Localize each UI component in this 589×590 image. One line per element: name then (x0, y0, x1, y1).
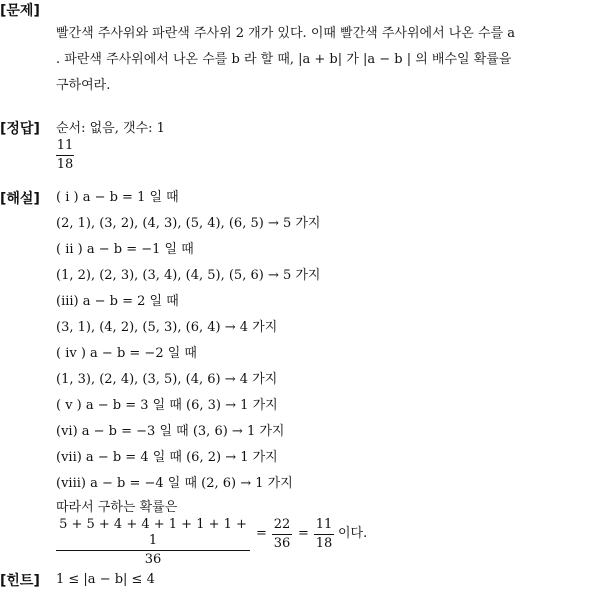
final-denominator: 36 (144, 552, 162, 567)
hint-text: 1 ≤ |a − b| ≤ 4 (56, 572, 155, 587)
result-denominator: 18 (315, 536, 333, 551)
solution-line: (vi) a − b = −3 일 때 (3, 6) → 1 가지 (56, 424, 285, 439)
solution-line: ( ii ) a − b = −1 일 때 (56, 242, 194, 257)
solution-line: (2, 1), (3, 2), (4, 3), (5, 4), (6, 5) → 5 가지 (56, 216, 321, 231)
answer-tag: [정답] (0, 121, 40, 137)
solution-line: ( v ) a − b = 3 일 때 (6, 3) → 1 가지 (56, 398, 278, 413)
solution-line: (vii) a − b = 4 일 때 (6, 2) → 1 가지 (56, 450, 278, 465)
middle-fraction (272, 517, 292, 552)
answer-fraction (56, 138, 74, 173)
solution-line: (viii) a − b = −4 일 때 (2, 6) → 1 가지 (56, 476, 293, 491)
middle-denominator: 36 (273, 536, 291, 551)
result-fraction (314, 517, 334, 552)
solution-line: 따라서 구하는 확률은 (56, 500, 178, 515)
fraction-bar (314, 534, 334, 535)
problem-line-2: . 파란색 주사위에서 나온 수를 b 라 할 때, |a + b| 가 |a − b | 의 배수일 확률을 (56, 52, 512, 67)
solution-line: ( iv ) a − b = −2 일 때 (56, 346, 197, 361)
final-numerator: 5 + 5 + 4 + 4 + 1 + 1 + 1 + 1 (59, 517, 247, 548)
problem-tag: [문제] (0, 3, 40, 19)
equals-sign: = (298, 526, 309, 541)
problem-line-1: 빨간색 주사위와 파란색 주사위 2 개가 있다. 이때 빨간색 주사위에서 나온 수를 a (56, 26, 516, 41)
solution-line: (1, 2), (2, 3), (3, 4), (4, 5), (5, 6) → 5 가지 (56, 268, 321, 283)
hint-tag: [힌트] (0, 573, 40, 589)
result-numerator: 11 (315, 517, 333, 532)
answer-meta: 순서: 없음, 갯수: 1 (56, 121, 165, 136)
answer-denominator: 18 (56, 157, 74, 172)
equals-sign: = (256, 526, 267, 541)
solution-line: ( i ) a − b = 1 일 때 (56, 190, 179, 205)
fraction-bar (56, 155, 74, 156)
solution-line: (1, 3), (2, 4), (3, 5), (4, 6) → 4 가지 (56, 372, 278, 387)
answer-numerator: 11 (56, 138, 74, 153)
middle-numerator: 22 (273, 517, 291, 532)
solution-line: (3, 1), (4, 2), (5, 3), (6, 4) → 4 가지 (56, 320, 278, 335)
final-fraction (56, 517, 250, 568)
solution-line: (iii) a − b = 2 일 때 (56, 294, 179, 309)
problem-line-3: 구하여라. (56, 78, 111, 93)
result-suffix: 이다. (338, 526, 368, 541)
solution-tag: [해설] (0, 191, 40, 207)
fraction-bar (272, 534, 292, 535)
fraction-bar (56, 550, 250, 551)
